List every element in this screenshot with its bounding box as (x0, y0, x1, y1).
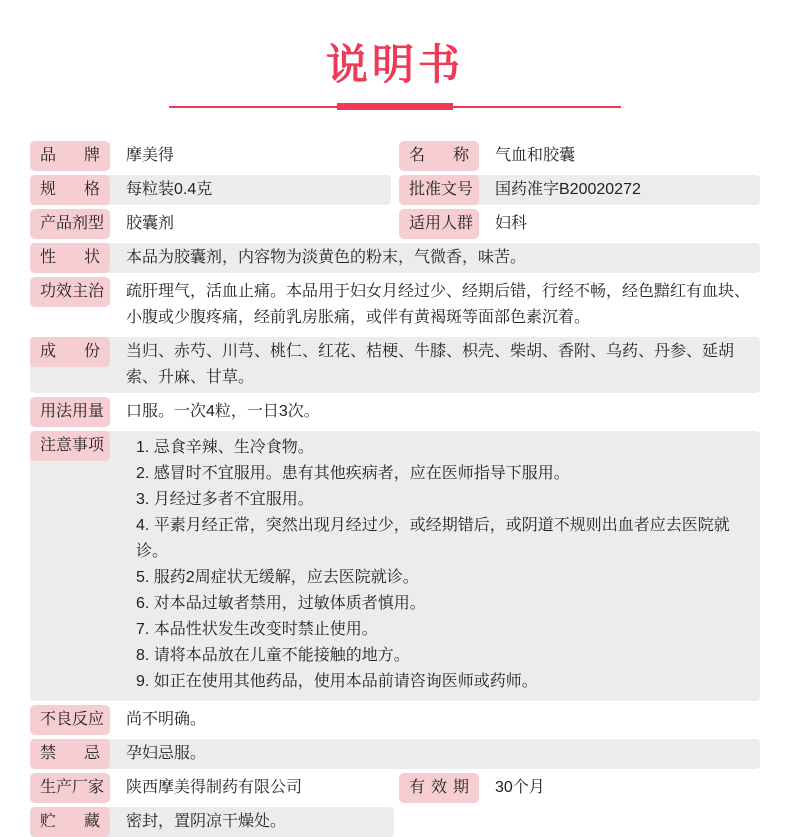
row-label: 成份 (30, 337, 110, 367)
row-value: 尚不明确。 (126, 711, 207, 728)
row-label: 不良反应 (30, 705, 110, 735)
row-cell (30, 141, 391, 171)
row-value: 30个月 (495, 779, 545, 796)
table-row (30, 337, 760, 393)
row-value: 本品为胶囊剂，内容物为淡黄色的粉末，气微香，味苦。 (126, 249, 527, 266)
row-value: 每粒装0.4克 (126, 181, 213, 198)
row-label: 功效主治 (30, 277, 110, 307)
row-value: 气血和胶囊 (495, 147, 576, 164)
table-row (30, 431, 760, 701)
row-label: 注意事项 (30, 431, 110, 461)
row-value: 疏肝理气，活血止痛。本品用于妇女月经过少、经期后错，行经不畅，经色黯红有血块、小腹或少腹疼痛，经前乳房胀痛，或伴有黄褐斑等面部色素沉着。 (126, 283, 751, 326)
notes-item: 5. 服药2周症状无缓解，应去医院就诊。 (136, 569, 419, 586)
info-table (30, 141, 760, 837)
row-value: 陕西摩美得制药有限公司 (126, 779, 303, 796)
row-value: 摩美得 (126, 147, 175, 164)
row-value: 妇科 (495, 215, 528, 232)
notes-item: 1. 忌食辛辣、生冷食物。 (136, 439, 314, 456)
notes-item: 3. 月经过多者不宜服用。 (136, 491, 314, 508)
row-label: 用法用量 (30, 397, 110, 427)
notes-item: 9. 如正在使用其他药品，使用本品前请咨询医师或药师。 (136, 673, 538, 690)
table-row (30, 773, 760, 803)
table-row (30, 243, 760, 273)
row-cell (30, 209, 391, 239)
notes-item: 8. 请将本品放在儿童不能接触的地方。 (136, 647, 410, 664)
row-label: 品牌 (30, 141, 110, 171)
row-label: 禁忌 (30, 739, 110, 769)
notes-item: 4. 平素月经正常，突然出现月经过少，或经期错后，或阴道不规则出血者应去医院就诊。 (136, 517, 730, 560)
row-value: 国药准字B20020272 (495, 181, 641, 198)
notes-item: 6. 对本品过敏者禁用，过敏体质者慎用。 (136, 595, 426, 612)
table-row (30, 209, 760, 239)
table-row (30, 739, 760, 769)
row-cell (399, 773, 760, 803)
notes-item: 7. 本品性状发生改变时禁止使用。 (136, 621, 378, 638)
table-row (30, 277, 760, 333)
row-label: 贮藏 (30, 807, 110, 837)
notes-item: 2. 感冒时不宜服用。患有其他疾病者，应在医师指导下服用。 (136, 465, 570, 482)
row-cell (30, 773, 391, 803)
row-label: 规格 (30, 175, 110, 205)
row-value: 当归、赤芍、川芎、桃仁、红花、桔梗、牛膝、枳壳、柴胡、香附、乌药、丹参、延胡索、升麻、甘草。 (126, 343, 735, 386)
divider-bar (337, 103, 453, 110)
row-label: 批准文号 (399, 175, 479, 205)
row-label: 生产厂家 (30, 773, 110, 803)
title-divider (169, 103, 621, 111)
table-row (30, 705, 760, 735)
row-label: 有效期 (399, 773, 479, 803)
page-header (0, 0, 790, 111)
row-cell (399, 141, 760, 171)
row-value: 密封，置阴凉干燥处。 (126, 813, 287, 830)
row-value: 胶囊剂 (126, 215, 175, 232)
table-row (30, 807, 394, 837)
table-row (30, 397, 760, 427)
table-row (30, 175, 760, 205)
notes-list (112, 431, 760, 701)
row-value: 孕妇忌服。 (126, 745, 207, 762)
row-label: 名称 (399, 141, 479, 171)
page-title: 说明书 (325, 40, 464, 89)
row-cell (30, 175, 391, 205)
row-label: 产品剂型 (30, 209, 110, 239)
row-value: 口服。一次4粒，一日3次。 (126, 403, 320, 420)
row-label: 性状 (30, 243, 110, 273)
row-cell (399, 175, 760, 205)
row-cell (399, 209, 760, 239)
table-row (30, 141, 760, 171)
row-label: 适用人群 (399, 209, 479, 239)
